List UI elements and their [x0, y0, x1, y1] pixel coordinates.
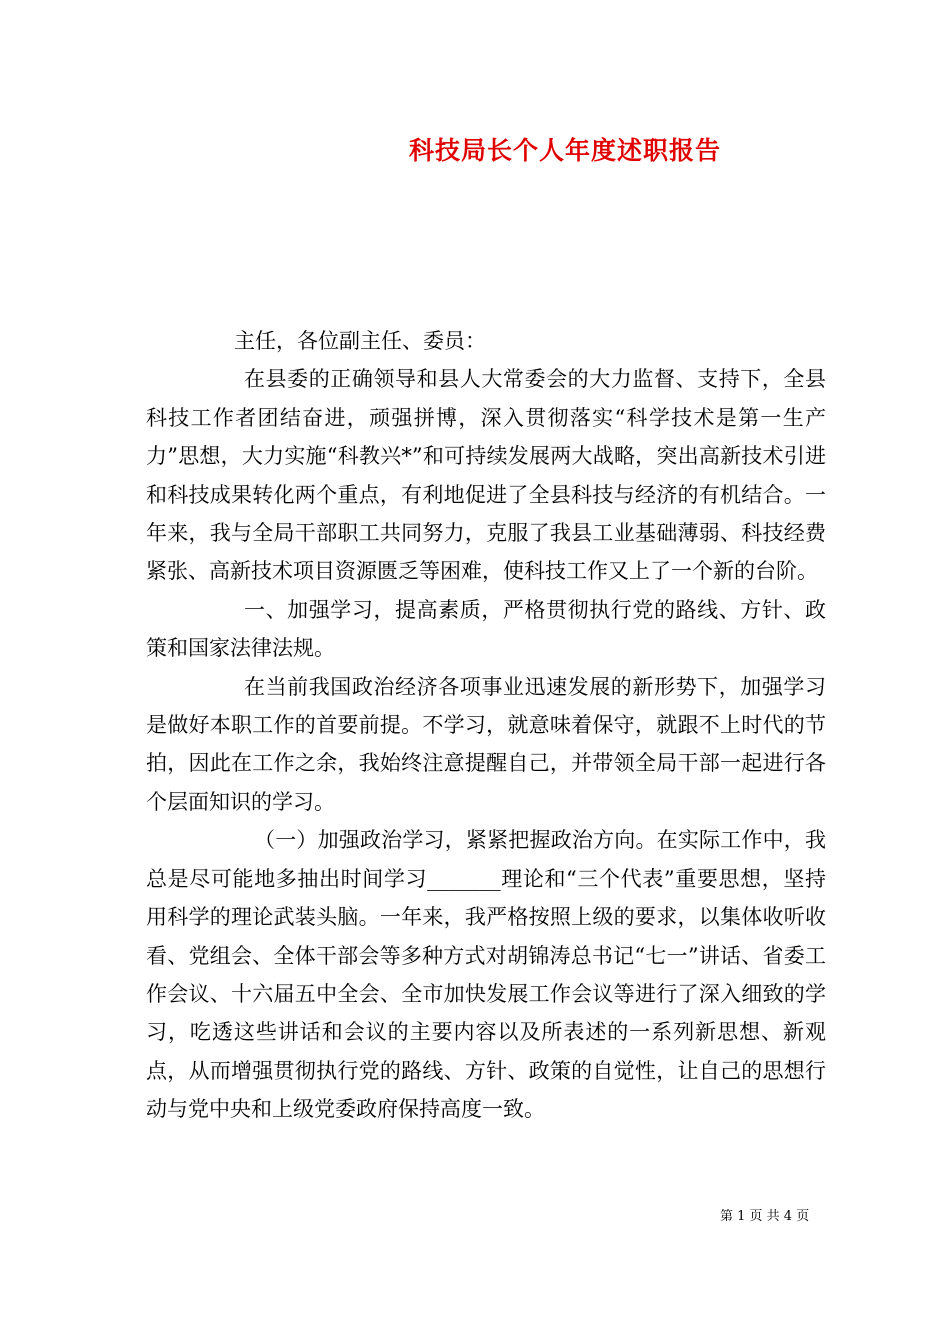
- page-footer: 第 1 页 共 4 页: [720, 1209, 810, 1224]
- paragraph-intro: 在县委的正确领导和县人大常委会的大力监督、支持下，全县科技工作者团结奋进，顽强拼博，深入贯彻落实“科学技术是第一生产力”思想，大力实施“科教兴*”和可持续发展两大战略，突出高新技术引进和科技成果转化两个重点，有利地促进了全县科技与经济的有机结合。一年来，我与全局干部职工共同努力，克服了我县工业基础薄弱、科技经费紧张、高新技术项目资源匮乏等困难，使科技工作又上了一个新的台阶。: [146, 367, 826, 584]
- document-title: 科技局长个人年度述职报告: [408, 136, 721, 165]
- paragraph-political-study: （一）加强政治学习，紧紧把握政治方向。在实际工作中，我总是尽可能地多抽出时间学习_______理论和“三个代表”重要思想，坚持用科学的理论武装头脑。一年来，我严格按照上级的要求，以集体收听收看、党组会、全体干部会等多种方式对胡锦涛总书记“七一”讲话、省委工作会议、十六届五中全会、全市加快发展工作会议等进行了深入细致的学习，吃透这些讲话和会议的主要内容以及所表述的一系列新思想、新观点，从而增强贯彻执行党的路线、方针、政策的自觉性，让自己的思想行动与党中央和上级党委政府保持高度一致。: [146, 828, 826, 1122]
- paragraph-study: 在当前我国政治经济各项事业迅速发展的新形势下，加强学习是做好本职工作的首要前提。不学习，就意味着保守，就跟不上时代的节拍，因此在工作之余，我始终注意提醒自己，并带领全局干部一起进行各个层面知识的学习。: [146, 674, 826, 814]
- salutation: 主任，各位副主任、委员：: [234, 329, 486, 353]
- section-heading-1: 一、加强学习，提高素质，严格贯彻执行党的路线、方针、政策和国家法律法规。: [146, 597, 826, 661]
- document-body: [146, 322, 826, 1129]
